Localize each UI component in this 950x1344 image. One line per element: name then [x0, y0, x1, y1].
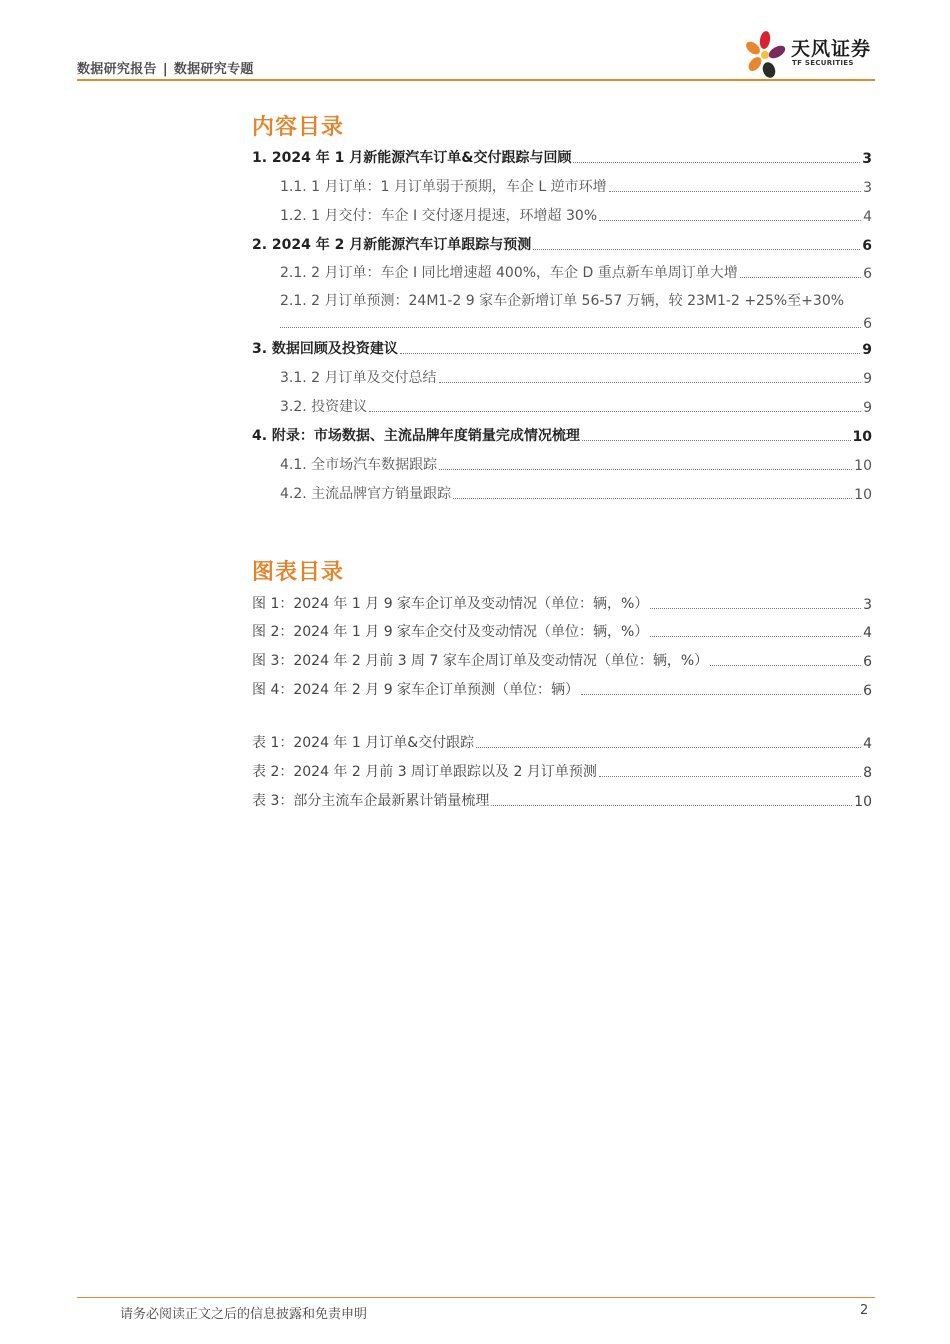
toc-entry-label: 3.2. 投资建议 — [280, 399, 368, 415]
figure-entry-1[interactable] — [252, 593, 872, 613]
toc-entry-2-1-forecast[interactable] — [280, 290, 872, 332]
toc-entry-3-1[interactable] — [280, 367, 872, 387]
toc-entry-label: 4.1. 全市场汽车数据跟踪 — [280, 457, 438, 473]
leader-dots — [650, 607, 861, 609]
leader-dots — [439, 381, 862, 383]
toc-entry-3[interactable] — [252, 338, 872, 358]
toc-entry-page: 6 — [863, 316, 872, 332]
table-entry-page: 10 — [854, 794, 872, 810]
toc-entry-label: 1.1. 1 月订单：1 月订单弱于预期，车企 L 逆市环增 — [280, 179, 607, 195]
toc-entry-4[interactable] — [252, 425, 872, 445]
toc-entry-3-2[interactable] — [280, 396, 872, 416]
breadcrumb-separator: | — [162, 62, 168, 77]
table-entry-3[interactable] — [252, 790, 872, 810]
leader-dots — [582, 439, 851, 441]
leader-dots — [581, 693, 861, 695]
figures-title: 图表目录 — [252, 560, 345, 585]
company-logo — [743, 30, 875, 80]
toc-entry-label: 4. 附录：市场数据、主流品牌年度销量完成情况梳理 — [252, 428, 580, 444]
toc-entry-page: 6 — [863, 266, 872, 282]
figure-entry-label: 图 1：2024 年 1 月 9 家车企订单及变动情况（单位：辆，%） — [252, 596, 649, 612]
leader-dots — [573, 161, 860, 163]
toc-entry-label: 2. 2024 年 2 月新能源汽车订单跟踪与预测 — [252, 237, 532, 253]
table-entry-page: 4 — [863, 736, 872, 752]
table-entry-label: 表 1：2024 年 1 月订单&交付跟踪 — [252, 735, 475, 751]
leader-dots — [609, 190, 861, 192]
toc-entry-1[interactable] — [252, 147, 872, 167]
toc-entry-2-1[interactable] — [280, 262, 872, 282]
toc-entry-page: 9 — [863, 400, 872, 416]
leader-dots — [533, 248, 860, 250]
toc-entry-1-1[interactable] — [280, 176, 872, 196]
toc-entry-page: 10 — [854, 458, 872, 474]
page-number: 2 — [860, 1303, 869, 1318]
toc-entry-4-1[interactable] — [280, 454, 872, 474]
toc-entry-label: 1.2. 1 月交付：车企 I 交付逐月提速，环增超 30% — [280, 208, 598, 224]
leader-dots — [650, 635, 861, 637]
figure-entry-page: 3 — [863, 597, 872, 613]
flower-logo-icon — [743, 30, 789, 80]
figure-entry-4[interactable] — [252, 679, 872, 699]
figure-entry-label: 图 4：2024 年 2 月 9 家车企订单预测（单位：辆） — [252, 682, 580, 698]
figure-entry-2[interactable] — [252, 621, 872, 641]
figure-entry-page: 6 — [863, 683, 872, 699]
leader-dots — [740, 276, 861, 278]
toc-entry-page: 10 — [852, 429, 872, 445]
leader-dots — [369, 410, 861, 412]
logo-subtitle: TF SECURITIES — [792, 59, 854, 67]
toc-entry-label: 3. 数据回顾及投资建议 — [252, 341, 398, 357]
toc-entry-page: 3 — [863, 180, 872, 196]
leader-dots — [599, 775, 861, 777]
leader-dots — [400, 352, 860, 354]
toc-entry-1-2[interactable] — [280, 205, 872, 225]
toc-title: 内容目录 — [252, 115, 345, 140]
toc-entry-continuation — [280, 312, 872, 332]
footer-disclaimer: 请务必阅读正文之后的信息披露和免责申明 — [120, 1307, 368, 1322]
toc-entry-label: 1. 2024 年 1 月新能源汽车订单&交付跟踪与回顾 — [252, 150, 572, 166]
figure-entry-page: 6 — [863, 654, 872, 670]
table-entry-label: 表 2：2024 年 2 月前 3 周订单跟踪以及 2 月订单预测 — [252, 764, 597, 780]
toc-entry-label: 2.1. 2 月订单预测：24M1-2 9 家车企新增订单 56-57 万辆，较 23M1-2 +25%至+30% — [280, 293, 845, 309]
figure-entry-3[interactable] — [252, 650, 872, 670]
breadcrumb — [77, 58, 254, 77]
figure-entry-page: 4 — [863, 625, 872, 641]
table-entry-page: 8 — [863, 765, 872, 781]
page-header — [77, 38, 875, 82]
figure-entry-label: 图 2：2024 年 1 月 9 家车企交付及变动情况（单位：辆，%） — [252, 624, 649, 640]
toc-entry-4-2[interactable] — [280, 483, 872, 503]
toc-entry-page: 10 — [854, 487, 872, 503]
breadcrumb-report-type: 数据研究报告 — [77, 62, 157, 77]
toc-entry-2[interactable] — [252, 234, 872, 254]
breadcrumb-topic: 数据研究专题 — [173, 62, 254, 77]
figure-entry-label: 图 3：2024 年 2 月前 3 周 7 家车企周订单及变动情况（单位：辆，%） — [252, 653, 709, 669]
toc-entry-label: 4.2. 主流品牌官方销量跟踪 — [280, 486, 452, 502]
logo-name: 天风证券 — [791, 38, 872, 60]
footer-divider — [77, 1297, 875, 1298]
header-divider — [77, 79, 875, 81]
leader-dots — [710, 664, 861, 666]
table-entry-label: 表 3：部分主流车企最新累计销量梳理 — [252, 793, 490, 809]
toc-entry-page: 9 — [862, 342, 872, 358]
table-entry-1[interactable] — [252, 732, 872, 752]
toc-entry-page: 3 — [862, 151, 872, 167]
toc-entry-page: 6 — [862, 238, 872, 254]
toc-entry-label: 2.1. 2 月订单：车企 I 同比增速超 400%，车企 D 重点新车单周订单大增 — [280, 265, 738, 281]
leader-dots — [491, 804, 852, 806]
table-entry-2[interactable] — [252, 761, 872, 781]
toc-entry-label: 3.1. 2 月订单及交付总结 — [280, 370, 437, 386]
leader-dots — [439, 468, 852, 470]
leader-dots — [453, 497, 852, 499]
leader-dots — [280, 326, 861, 328]
leader-dots — [476, 746, 861, 748]
toc-entry-page: 4 — [863, 209, 872, 225]
toc-entry-page: 9 — [863, 371, 872, 387]
leader-dots — [599, 219, 861, 221]
